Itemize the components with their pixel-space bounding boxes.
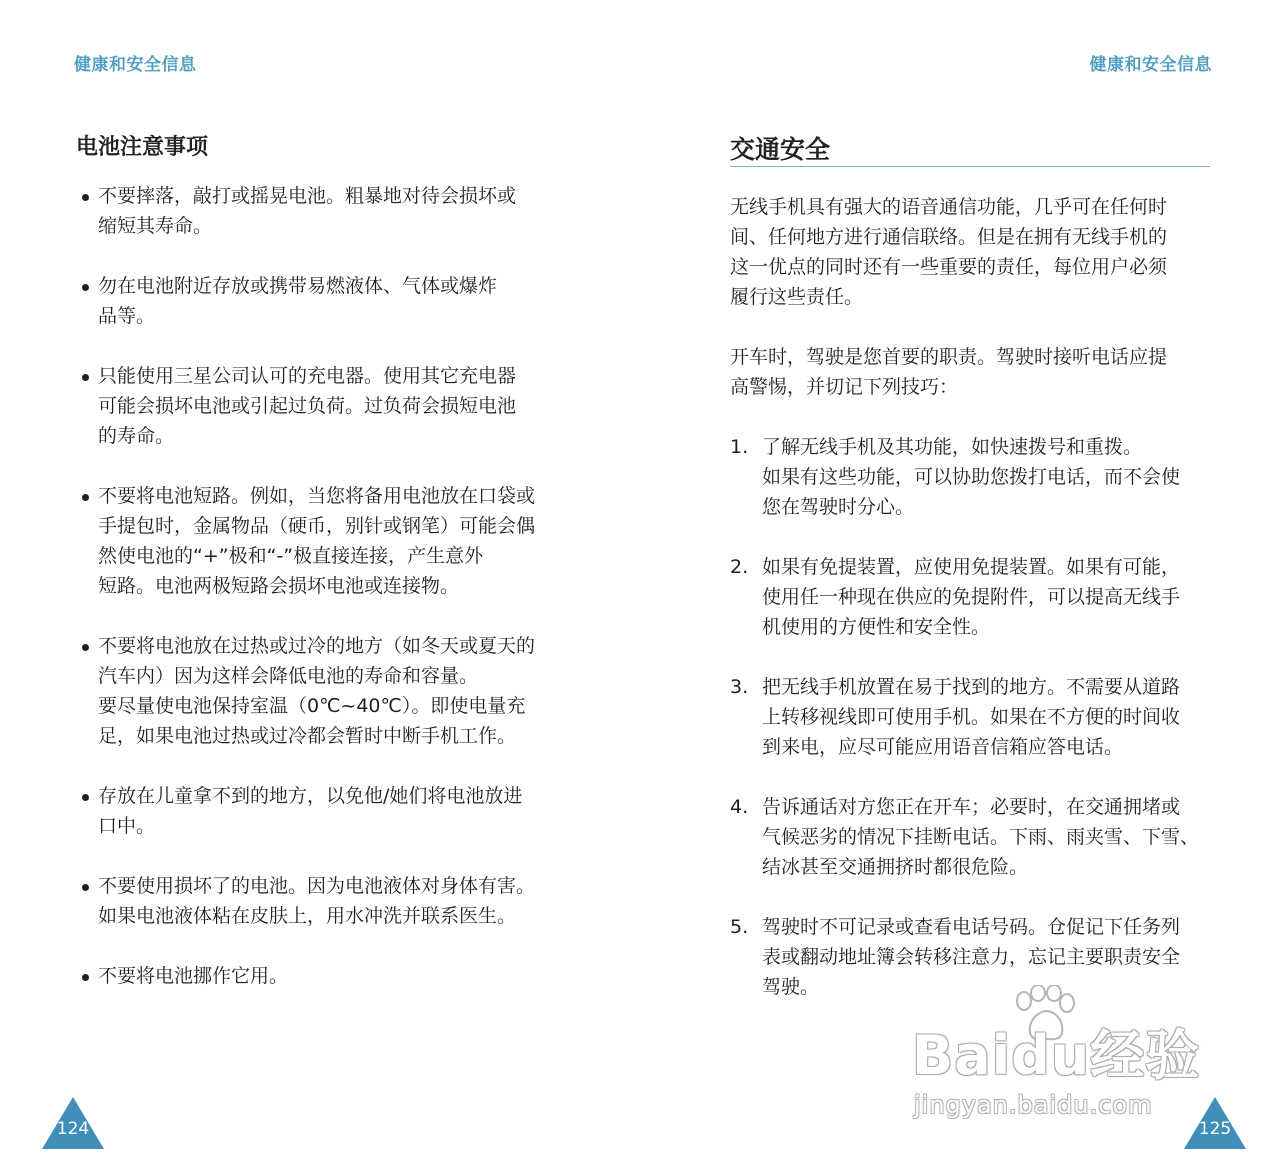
list-item: [80, 481, 560, 601]
watermark-domain: jingyan.baidu.com: [914, 1091, 1153, 1119]
text-line: 如果有免提装置，应使用免提装置。如果有可能，: [762, 556, 1181, 578]
text-line: 然使电池的“+”极和“-”极直接连接，产生意外: [98, 545, 484, 567]
list-item: [730, 672, 1220, 762]
intro-paragraph: [730, 192, 1210, 312]
text-line: 足，如果电池过热或过冷都会暂时中断手机工作。: [98, 725, 517, 747]
bullet-icon: [82, 374, 89, 381]
bullet-icon: [82, 794, 89, 801]
list-item: [80, 271, 560, 331]
text-line: 不要使用损坏了的电池。因为电池液体对身体有害。: [98, 875, 536, 897]
watermark-brand: Baidu经验: [912, 1024, 1201, 1087]
text-line: 如果电池液体粘在皮肤上，用水冲洗并联系医生。: [98, 905, 517, 927]
text-line: 品等。: [98, 305, 156, 327]
page-number: 124: [56, 1119, 90, 1139]
text-line: 短路。电池两极短路会损坏电池或连接物。: [98, 575, 460, 597]
list-item: [80, 181, 560, 241]
text-line: 的寿命。: [98, 425, 175, 447]
driving-paragraph: [730, 342, 1210, 402]
text-line: 结冰甚至交通拥挤时都很危险。: [762, 856, 1029, 878]
list-item: [80, 631, 560, 751]
text-line: 高警惕，并切记下列技巧：: [730, 376, 959, 398]
text-line: 告诉通话对方您正在开车；必要时，在交通拥堵或: [762, 796, 1181, 818]
running-header: 健康和安全信息: [74, 55, 197, 75]
list-item: [730, 552, 1220, 642]
text-line: 开车时，驾驶是您首要的职责。驾驶时接听电话应提: [730, 346, 1168, 368]
text-line: 汽车内）因为这样会降低电池的寿命和容量。: [98, 665, 479, 687]
text-line: 使用任一种现在供应的免提附件，可以提高无线手: [762, 586, 1181, 608]
list-number: 4.: [730, 796, 749, 818]
text-line: 存放在儿童拿不到的地方，以免他/她们将电池放进: [98, 785, 523, 807]
page-number-badge: [42, 1097, 104, 1149]
baidu-watermark: [900, 985, 1210, 1135]
text-line: 到来电，应尽可能应用语音信箱应答电话。: [762, 736, 1124, 758]
text-line: 驾驶。: [762, 976, 820, 998]
section-title: 电池注意事项: [76, 135, 209, 160]
bullet-icon: [82, 284, 89, 291]
bullet-icon: [82, 974, 89, 981]
list-item: [80, 871, 560, 931]
list-number: 1.: [730, 436, 749, 458]
page-number: 125: [1198, 1119, 1232, 1139]
list-item: [80, 961, 560, 991]
list-number: 3.: [730, 676, 749, 698]
bullet-icon: [82, 194, 89, 201]
text-line: 勿在电池附近存放或携带易燃液体、气体或爆炸: [98, 275, 498, 297]
text-line: 要尽量使电池保持室温（0℃~40℃）。即使电量充: [98, 695, 526, 717]
list-item: [730, 432, 1220, 522]
running-header: 健康和安全信息: [1089, 55, 1212, 75]
bullet-icon: [82, 884, 89, 891]
text-line: 只能使用三星公司认可的充电器。使用其它充电器: [98, 365, 517, 387]
text-line: 您在驾驶时分心。: [762, 496, 915, 518]
text-line: 缩短其寿命。: [98, 215, 213, 237]
bullet-icon: [82, 644, 89, 651]
battery-precautions-list: [80, 181, 560, 1021]
list-item: [80, 781, 560, 841]
text-line: 机使用的方便性和安全性。: [762, 616, 991, 638]
text-line: 手提包时，金属物品（硬币，别针或钢笔）可能会偶: [98, 515, 536, 537]
text-line: 气候恶劣的情况下挂断电话。下雨、雨夹雪、下雪、: [762, 826, 1200, 848]
text-line: 口中。: [98, 815, 156, 837]
text-line: 无线手机具有强大的语音通信功能，几乎可在任何时: [730, 196, 1168, 218]
text-line: 把无线手机放置在易于找到的地方。不需要从道路: [762, 676, 1181, 698]
text-line: 不要将电池挪作它用。: [98, 965, 289, 987]
text-line: 了解无线手机及其功能，如快速拨号和重拨。: [762, 436, 1143, 458]
list-number: 2.: [730, 556, 749, 578]
text-line: 不要摔落，敲打或摇晃电池。粗暴地对待会损坏或: [98, 185, 517, 207]
list-item: [730, 792, 1220, 882]
driving-tips-list: [730, 432, 1220, 1032]
text-line: 上转移视线即可使用手机。如果在不方便的时间收: [762, 706, 1181, 728]
text-line: 不要将电池短路。例如，当您将备用电池放在口袋或: [98, 485, 536, 507]
text-line: 如果有这些功能，可以协助您拨打电话，而不会使: [762, 466, 1181, 488]
text-line: 表或翻动地址簿会转移注意力，忘记主要职责安全: [762, 946, 1181, 968]
list-number: 5.: [730, 916, 749, 938]
text-line: 履行这些责任。: [730, 286, 864, 308]
title-divider: [730, 166, 1210, 167]
text-line: 驾驶时不可记录或查看电话号码。仓促记下任务列: [762, 916, 1181, 938]
text-line: 可能会损坏电池或引起过负荷。过负荷会损短电池: [98, 395, 517, 417]
section-title: 交通安全: [730, 135, 831, 164]
text-line: 间、任何地方进行通信联络。但是在拥有无线手机的: [730, 226, 1168, 248]
list-item: [80, 361, 560, 451]
bullet-icon: [82, 494, 89, 501]
text-line: 不要将电池放在过热或过冷的地方（如冬天或夏天的: [98, 635, 536, 657]
text-line: 这一优点的同时还有一些重要的责任，每位用户必须: [730, 256, 1168, 278]
